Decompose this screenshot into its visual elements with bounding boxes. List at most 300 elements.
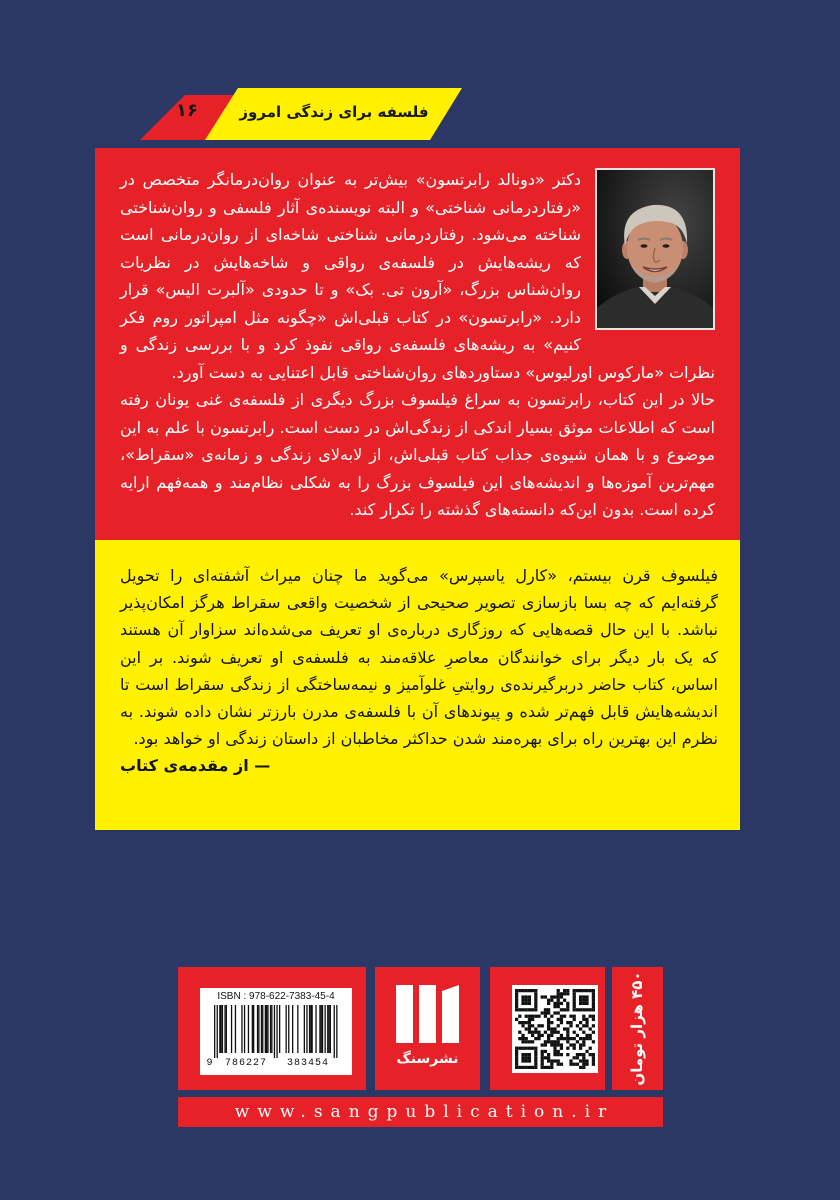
qr-module bbox=[553, 1053, 556, 1056]
qr-module bbox=[528, 1018, 531, 1021]
qr-module bbox=[544, 1011, 547, 1014]
qr-module bbox=[541, 1011, 544, 1014]
qr-module bbox=[585, 1002, 588, 1005]
qr-module bbox=[592, 992, 595, 995]
qr-module bbox=[525, 989, 528, 992]
qr-module bbox=[534, 1047, 537, 1050]
barcode-bar bbox=[261, 1005, 262, 1053]
qr-module bbox=[569, 1037, 572, 1040]
qr-module bbox=[521, 1024, 524, 1027]
qr-module bbox=[518, 1021, 521, 1024]
qr-module bbox=[563, 989, 566, 992]
qr-module bbox=[528, 1040, 531, 1043]
qr-module bbox=[582, 1037, 585, 1040]
qr-module bbox=[528, 1031, 531, 1034]
qr-module bbox=[582, 1031, 585, 1034]
qr-module bbox=[569, 1015, 572, 1018]
qr-module bbox=[531, 1018, 534, 1021]
qr-module bbox=[557, 1002, 560, 1005]
qr-module bbox=[592, 999, 595, 1002]
barcode-bar bbox=[253, 1005, 254, 1053]
qr-module bbox=[582, 1066, 585, 1069]
qr-module bbox=[528, 1053, 531, 1056]
qr-module bbox=[544, 1050, 547, 1053]
qr-module bbox=[557, 1011, 560, 1014]
qr-module bbox=[553, 1050, 556, 1053]
qr-module bbox=[521, 999, 524, 1002]
qr-module bbox=[592, 1056, 595, 1059]
qr-module bbox=[563, 1015, 566, 1018]
qr-module bbox=[550, 999, 553, 1002]
qr-module bbox=[557, 999, 560, 1002]
price-label: ۴۵۰ هزار تومان bbox=[628, 971, 646, 1086]
qr-module bbox=[547, 1018, 550, 1021]
qr-module bbox=[582, 1015, 585, 1018]
qr-module bbox=[592, 1059, 595, 1062]
qr-module bbox=[579, 1047, 582, 1050]
qr-module bbox=[576, 1024, 579, 1027]
qr-module bbox=[515, 1002, 518, 1005]
qr-module bbox=[528, 989, 531, 992]
description-paragraph: دکتر «دونالد رابرتسون» بیش‌تر به عنوان روان‌درمانگر متخصص در «رفتاردرمانی شناختی» و البته نویسنده‌ی آثار فلسفی و روان‌شناختی شناخته می‌شود. رفتاردرمانی شناختی شاخه‌ای از روان‌درمانی است که ریشه‌هایش در فلسفه‌ی رواقی و شاخه‌هایش در نظریات روان‌شناس بزرگ، «آرون تی. بک» و تا حدودی «آلبرت الیس» قرار دارد. «رابرتسون» در کتاب قبلی‌اش «چگونه مثل امپراتور روم فکر کنیم» به ریشه‌های فلسفه‌ی رواقی نفوذ کرد و با بررسی زندگی و نظرات «مارکوس اورلیوس» دستاوردهای روان‌شناختی قابل اعتنایی به دست آورد. bbox=[120, 170, 715, 382]
qr-module bbox=[521, 1034, 524, 1037]
qr-module bbox=[585, 1021, 588, 1024]
qr-module bbox=[582, 1053, 585, 1056]
qr-module bbox=[521, 1056, 524, 1059]
qr-module bbox=[585, 1037, 588, 1040]
qr-module bbox=[592, 995, 595, 998]
qr-module bbox=[518, 1037, 521, 1040]
qr-module bbox=[560, 1034, 563, 1037]
qr-module bbox=[582, 1056, 585, 1059]
qr-module bbox=[563, 1027, 566, 1030]
qr-module bbox=[515, 1063, 518, 1066]
qr-module bbox=[534, 1005, 537, 1008]
qr-module bbox=[579, 995, 582, 998]
description-paragraph: حالا در این کتاب، رابرتسون به سراغ فیلسوف بزرگ دیگری از فلسفه‌ی غنی یونان رفته است که اطلاعات موثق بسیار اندکی از زندگی‌اش در دست است. رابرتسون با علم به این موضوع و با همان شیوه‌ی جذاب کتاب قبلی‌اش، از لابه‌لای زندگی و زمانه‌ی «سقراط»، مهم‌ترین آموزه‌ها و اندیشه‌های این فیلسوف بزرگ را به شکلی نظام‌مند و همه‌فهم ارایه کرده است. بدون این‌که دانسته‌های گذشته را تکرار کند. bbox=[120, 390, 715, 519]
qr-module bbox=[544, 995, 547, 998]
qr-module bbox=[525, 995, 528, 998]
barcode-bar bbox=[266, 1005, 267, 1053]
qr-module bbox=[521, 1002, 524, 1005]
qr-module bbox=[557, 1040, 560, 1043]
logo-bar bbox=[419, 985, 436, 1043]
barcode-bar bbox=[258, 1005, 259, 1053]
qr-module bbox=[544, 1031, 547, 1034]
qr-module bbox=[547, 1037, 550, 1040]
barcode-bar bbox=[312, 1005, 313, 1053]
qr-module bbox=[521, 1040, 524, 1043]
barcode-bar bbox=[321, 1005, 322, 1053]
qr-module bbox=[585, 999, 588, 1002]
qr-module bbox=[534, 1056, 537, 1059]
qr-module bbox=[547, 999, 550, 1002]
qr-module bbox=[534, 989, 537, 992]
book-excerpt-panel bbox=[95, 540, 740, 830]
excerpt-attribution: — از مقدمه‌ی کتاب bbox=[120, 756, 271, 776]
qr-module bbox=[582, 1008, 585, 1011]
qr-module bbox=[566, 1034, 569, 1037]
barcode-bar bbox=[325, 1005, 326, 1053]
qr-module bbox=[553, 1011, 556, 1014]
qr-module bbox=[573, 1047, 576, 1050]
qr-module bbox=[557, 1005, 560, 1008]
logo-bar bbox=[442, 985, 459, 1043]
qr-module bbox=[537, 1015, 540, 1018]
barcode-bar bbox=[319, 1005, 320, 1053]
qr-module bbox=[534, 995, 537, 998]
qr-module bbox=[525, 1066, 528, 1069]
qr-module bbox=[541, 995, 544, 998]
barcode-bar bbox=[334, 1005, 335, 1058]
qr-module bbox=[592, 1002, 595, 1005]
qr-module bbox=[589, 989, 592, 992]
qr-module bbox=[589, 1037, 592, 1040]
qr-module bbox=[547, 1024, 550, 1027]
qr-module bbox=[557, 1063, 560, 1066]
barcode-bar bbox=[309, 1005, 310, 1053]
series-title: فلسفه برای زندگی امروز bbox=[239, 103, 429, 121]
qr-module bbox=[547, 1027, 550, 1030]
qr-module bbox=[560, 1018, 563, 1021]
qr-module bbox=[569, 1059, 572, 1062]
qr-module bbox=[582, 995, 585, 998]
barcode-bar bbox=[297, 1005, 298, 1053]
qr-module bbox=[547, 1040, 550, 1043]
qr-module bbox=[582, 989, 585, 992]
qr-module bbox=[525, 1037, 528, 1040]
publisher-logo-box bbox=[375, 967, 480, 1090]
qr-module bbox=[550, 1043, 553, 1046]
barcode-bar bbox=[322, 1005, 323, 1053]
qr-module bbox=[515, 1056, 518, 1059]
qr-module bbox=[531, 1034, 534, 1037]
qr-module bbox=[573, 1002, 576, 1005]
qr-module bbox=[547, 1053, 550, 1056]
barcode bbox=[214, 1005, 338, 1059]
qr-module bbox=[541, 1056, 544, 1059]
qr-module bbox=[557, 1053, 560, 1056]
qr-module bbox=[592, 1008, 595, 1011]
qr-module bbox=[525, 1059, 528, 1062]
qr-module bbox=[560, 992, 563, 995]
qr-module bbox=[515, 1018, 518, 1021]
qr-module bbox=[531, 1024, 534, 1027]
qr-module bbox=[557, 1050, 560, 1053]
qr-module bbox=[566, 1037, 569, 1040]
qr-module bbox=[560, 1008, 563, 1011]
barcode-bar bbox=[330, 1005, 331, 1053]
qr-module bbox=[589, 1047, 592, 1050]
qr-module bbox=[537, 1037, 540, 1040]
qr-module bbox=[553, 1002, 556, 1005]
barcode-bar bbox=[217, 1005, 218, 1058]
qr-module bbox=[544, 1043, 547, 1046]
qr-module bbox=[566, 992, 569, 995]
qr-module bbox=[550, 1031, 553, 1034]
qr-module bbox=[576, 1063, 579, 1066]
barcode-bar bbox=[328, 1005, 329, 1053]
qr-module bbox=[557, 1059, 560, 1062]
qr-module bbox=[544, 1040, 547, 1043]
qr-code-area bbox=[512, 985, 598, 1073]
qr-module bbox=[528, 1047, 531, 1050]
qr-module bbox=[566, 1053, 569, 1056]
qr-module bbox=[560, 1063, 563, 1066]
qr-module bbox=[521, 1066, 524, 1069]
qr-module bbox=[582, 1063, 585, 1066]
qr-module bbox=[553, 1040, 556, 1043]
qr-module bbox=[521, 1053, 524, 1056]
barcode-bar bbox=[310, 1005, 311, 1053]
qr-module bbox=[592, 1018, 595, 1021]
qr-module bbox=[573, 1043, 576, 1046]
qr-module bbox=[528, 1027, 531, 1030]
qr-module bbox=[569, 1043, 572, 1046]
qr-module bbox=[521, 1059, 524, 1062]
qr-module bbox=[550, 1040, 553, 1043]
qr-module bbox=[518, 989, 521, 992]
qr-module bbox=[550, 1015, 553, 1018]
barcode-bar bbox=[267, 1005, 268, 1053]
book-description-panel bbox=[95, 148, 740, 540]
qr-module bbox=[531, 1047, 534, 1050]
qr-module bbox=[534, 1002, 537, 1005]
qr-module bbox=[534, 1066, 537, 1069]
qr-module bbox=[585, 1050, 588, 1053]
barcode-digit-group: 9 bbox=[206, 1058, 214, 1069]
qr-module bbox=[566, 989, 569, 992]
qr-module bbox=[589, 1008, 592, 1011]
barcode-bar bbox=[304, 1005, 305, 1053]
qr-module bbox=[547, 1034, 550, 1037]
qr-module bbox=[557, 1018, 560, 1021]
website-bar bbox=[178, 1097, 663, 1127]
qr-module bbox=[515, 1066, 518, 1069]
qr-module bbox=[521, 1047, 524, 1050]
qr-module bbox=[528, 1015, 531, 1018]
qr-module bbox=[585, 1063, 588, 1066]
qr-module bbox=[582, 1002, 585, 1005]
qr-module bbox=[521, 1021, 524, 1024]
qr-module bbox=[525, 1015, 528, 1018]
qr-module bbox=[550, 1021, 553, 1024]
qr-module bbox=[582, 1040, 585, 1043]
qr-module bbox=[592, 1024, 595, 1027]
qr-module bbox=[585, 1034, 588, 1037]
qr-module bbox=[534, 1063, 537, 1066]
qr-module bbox=[528, 1056, 531, 1059]
qr-module bbox=[528, 999, 531, 1002]
qr-module bbox=[560, 1043, 563, 1046]
qr-module bbox=[541, 1050, 544, 1053]
qr-module bbox=[515, 999, 518, 1002]
barcode-bar bbox=[221, 1005, 222, 1053]
qr-module bbox=[553, 1047, 556, 1050]
qr-module bbox=[576, 1053, 579, 1056]
qr-module bbox=[579, 999, 582, 1002]
qr-module bbox=[531, 1015, 534, 1018]
barcode-digit-group: 383454 bbox=[286, 1058, 329, 1069]
qr-module bbox=[573, 1015, 576, 1018]
qr-module bbox=[592, 989, 595, 992]
qr-module bbox=[579, 1027, 582, 1030]
series-number: ۱۶ bbox=[176, 100, 198, 121]
qr-module bbox=[582, 1024, 585, 1027]
barcode-bar bbox=[336, 1005, 337, 1058]
qr-module bbox=[544, 1008, 547, 1011]
qr-module bbox=[515, 989, 518, 992]
barcode-bar bbox=[235, 1005, 236, 1053]
qr-module bbox=[547, 1011, 550, 1014]
publisher-logo-icon bbox=[396, 983, 459, 1045]
qr-module bbox=[537, 1034, 540, 1037]
qr-module bbox=[553, 995, 556, 998]
qr-module bbox=[544, 1015, 547, 1018]
qr-module bbox=[525, 999, 528, 1002]
qr-module bbox=[534, 1015, 537, 1018]
qr-module bbox=[550, 1066, 553, 1069]
qr-module bbox=[521, 995, 524, 998]
qr-module bbox=[566, 1027, 569, 1030]
qr-module bbox=[569, 1021, 572, 1024]
qr-module bbox=[525, 1040, 528, 1043]
qr-module bbox=[573, 1037, 576, 1040]
qr-module bbox=[547, 1056, 550, 1059]
qr-module bbox=[579, 1043, 582, 1046]
qr-module bbox=[589, 1015, 592, 1018]
qr-module bbox=[557, 1024, 560, 1027]
barcode-bar bbox=[241, 1005, 242, 1053]
qr-module bbox=[541, 1024, 544, 1027]
qr-module bbox=[569, 1024, 572, 1027]
qr-module bbox=[585, 1059, 588, 1062]
qr-module bbox=[518, 1047, 521, 1050]
qr-module bbox=[534, 1027, 537, 1030]
qr-module bbox=[550, 1034, 553, 1037]
barcode-bar bbox=[288, 1005, 289, 1053]
qr-module bbox=[566, 1040, 569, 1043]
qr-module bbox=[585, 1024, 588, 1027]
qr-module bbox=[573, 1063, 576, 1066]
qr-module bbox=[557, 1043, 560, 1046]
qr-module bbox=[560, 1037, 563, 1040]
qr-module bbox=[534, 1037, 537, 1040]
qr-module bbox=[515, 1053, 518, 1056]
qr-module bbox=[518, 1008, 521, 1011]
qr-module bbox=[585, 989, 588, 992]
barcode-bar bbox=[262, 1005, 263, 1053]
qr-module bbox=[547, 1066, 550, 1069]
qr-module bbox=[531, 1040, 534, 1043]
qr-module bbox=[547, 1021, 550, 1024]
qr-module bbox=[592, 1031, 595, 1034]
barcode-bar bbox=[224, 1005, 225, 1053]
qr-module bbox=[534, 992, 537, 995]
qr-module bbox=[557, 1031, 560, 1034]
qr-module bbox=[579, 1008, 582, 1011]
qr-module bbox=[541, 1034, 544, 1037]
barcode-bar bbox=[248, 1005, 249, 1053]
qr-module bbox=[560, 1015, 563, 1018]
qr-module bbox=[573, 999, 576, 1002]
qr-module bbox=[560, 1021, 563, 1024]
qr-module bbox=[566, 1047, 569, 1050]
barcode-bar bbox=[252, 1005, 253, 1053]
qr-module bbox=[541, 1043, 544, 1046]
qr-module bbox=[537, 1024, 540, 1027]
qr-module bbox=[521, 1008, 524, 1011]
qr-module bbox=[521, 1037, 524, 1040]
qr-module bbox=[585, 1008, 588, 1011]
isbn-box bbox=[178, 967, 366, 1090]
qr-module bbox=[528, 1002, 531, 1005]
qr-module bbox=[553, 1005, 556, 1008]
qr-module bbox=[528, 1066, 531, 1069]
qr-module bbox=[525, 1047, 528, 1050]
qr-module bbox=[557, 995, 560, 998]
qr-module bbox=[557, 992, 560, 995]
excerpt-text: فیلسوف قرن بیستم، «کارل یاسپرس» می‌گوید ما چنان میراث آشفته‌ای را تحویل گرفته‌ایم که چه بسا بازسازی تصویر صحیحی از شخصیت واقعی سقراط هرگز امکان‌پذیر نباشد. با این حال قصه‌هایی که روزگاری درباره‌ی او تعریف می‌شده‌اند سزاوار آن هستند که یک بار دیگر برای خوانندگان معاصرِ علاقه‌مند به فلسفه‌ی او تعریف شوند. بر این اساس، کتاب حاضر دربرگیرنده‌ی روایتیِ غلوآمیز و نیمه‌ساختگی از زندگی سقراط است تا اندیشه‌هایش قابل فهم‌تر شده و پیوندهای آن با فلسفه‌ی مدرن بارزتر نشان داده شوند. به نظرم این بهترین راه برای بهره‌مند شدن حداکثر مخاطبان از داستان زندگی او خواهد بود. bbox=[120, 566, 718, 749]
qr-module bbox=[579, 1021, 582, 1024]
qr-module bbox=[550, 1059, 553, 1062]
qr-module bbox=[531, 1008, 534, 1011]
qr-module bbox=[573, 1008, 576, 1011]
qr-module bbox=[566, 1031, 569, 1034]
qr-module bbox=[534, 1059, 537, 1062]
qr-module bbox=[560, 995, 563, 998]
qr-module bbox=[534, 999, 537, 1002]
qr-module bbox=[563, 992, 566, 995]
qr-module bbox=[589, 1034, 592, 1037]
qr-module bbox=[528, 1021, 531, 1024]
series-ribbon bbox=[0, 0, 840, 160]
qr-module bbox=[592, 1015, 595, 1018]
qr-module bbox=[521, 989, 524, 992]
qr-module bbox=[557, 989, 560, 992]
author-portrait bbox=[597, 170, 713, 328]
qr-module bbox=[585, 1018, 588, 1021]
isbn-label-area bbox=[200, 988, 352, 1075]
portrait-left-eye bbox=[641, 244, 648, 248]
qr-module bbox=[528, 1024, 531, 1027]
qr-module bbox=[553, 1059, 556, 1062]
qr-module bbox=[528, 1059, 531, 1062]
publisher-name: نشرسنگ bbox=[396, 1051, 459, 1067]
barcode-bar bbox=[270, 1005, 271, 1053]
author-photo bbox=[595, 168, 715, 330]
qr-module bbox=[582, 999, 585, 1002]
qr-code-box bbox=[490, 967, 605, 1090]
qr-module bbox=[518, 1066, 521, 1069]
qr-module bbox=[576, 1040, 579, 1043]
qr-module bbox=[573, 995, 576, 998]
barcode-bar bbox=[286, 1005, 287, 1053]
qr-module bbox=[592, 1053, 595, 1056]
qr-module bbox=[560, 1047, 563, 1050]
qr-module bbox=[560, 1053, 563, 1056]
qr-module bbox=[547, 1008, 550, 1011]
qr-module bbox=[566, 1021, 569, 1024]
barcode-bar bbox=[222, 1005, 223, 1053]
isbn-number: ISBN : 978-622-7383-45-4 bbox=[217, 991, 335, 1002]
barcode-bar bbox=[257, 1005, 258, 1053]
barcode-bar bbox=[327, 1005, 328, 1053]
qr-module bbox=[579, 1059, 582, 1062]
qr-module bbox=[544, 1066, 547, 1069]
qr-module bbox=[550, 995, 553, 998]
qr-module bbox=[525, 1008, 528, 1011]
